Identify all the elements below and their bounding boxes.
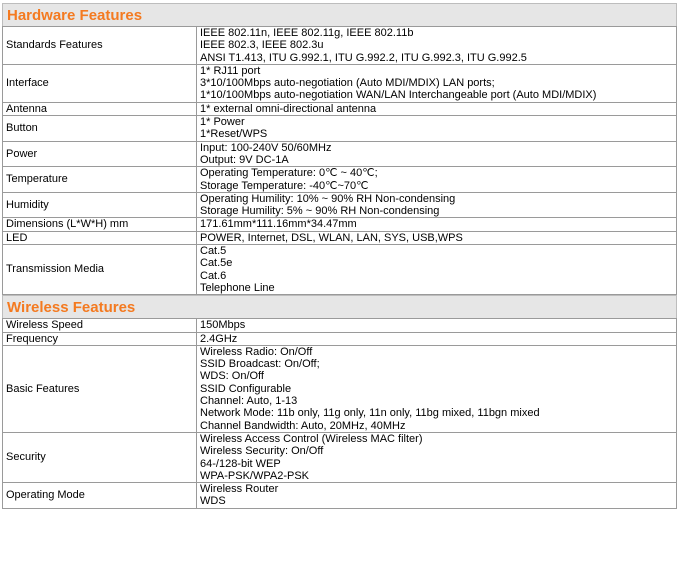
table-row <box>3 332 677 345</box>
value-line: 1*10/100Mbps auto-negotiation WAN/LAN Interchangeable port (Auto MDI/MDIX) <box>200 89 597 102</box>
row-value-cell <box>197 141 677 167</box>
table-row <box>3 231 677 244</box>
table-row <box>3 192 677 218</box>
value-line: 171.61mm*111.16mm*34.47mm <box>200 218 357 231</box>
row-label: Antenna <box>3 102 197 115</box>
section-header: Wireless Features <box>2 295 677 318</box>
value-line: Cat.5e <box>200 257 233 270</box>
row-value-cell <box>197 245 677 295</box>
value-line: Operating Humility: 10% ~ 90% RH Non-condensing <box>200 192 456 205</box>
row-label: Security <box>3 432 197 482</box>
value-line: Output: 9V DC-1A <box>200 153 289 166</box>
spec-table <box>2 318 677 508</box>
value-line: POWER, Internet, DSL, WLAN, LAN, SYS, USB,WPS <box>200 231 463 244</box>
row-value-cell <box>197 432 677 482</box>
value-line: Channel: Auto, 1-13 <box>200 395 298 408</box>
value-line: ANSI T1.413, ITU G.992.1, ITU G.992.2, ITU G.992.3, ITU G.992.5 <box>200 51 527 64</box>
table-row <box>3 116 677 142</box>
value-line: 1*Reset/WPS <box>200 128 268 141</box>
row-value-cell <box>197 319 677 332</box>
value-line: 2.4GHz <box>200 332 238 345</box>
table-row <box>3 432 677 482</box>
row-value-cell <box>197 102 677 115</box>
row-label: Basic Features <box>3 345 197 432</box>
value-line: Storage Temperature: -40℃~70℃ <box>200 179 369 192</box>
value-line: SSID Broadcast: On/Off; <box>200 358 320 371</box>
row-label: Power <box>3 141 197 167</box>
row-label: Humidity <box>3 192 197 218</box>
spec-sheet <box>2 3 677 509</box>
spec-table <box>2 26 677 295</box>
value-line: WPA-PSK/WPA2-PSK <box>200 469 310 482</box>
value-line: WDS <box>200 495 226 508</box>
row-label: Transmission Media <box>3 245 197 295</box>
section-header: Hardware Features <box>2 3 677 26</box>
value-line: SSID Configurable <box>200 382 292 395</box>
value-line: IEEE 802.3, IEEE 802.3u <box>200 39 324 52</box>
value-line: WDS: On/Off <box>200 370 264 383</box>
row-value-cell <box>197 332 677 345</box>
row-label: Button <box>3 116 197 142</box>
value-line: 150Mbps <box>200 319 246 332</box>
row-value-cell <box>197 345 677 432</box>
value-line: Network Mode: 11b only, 11g only, 11n only, 11bg mixed, 11bgn mixed <box>200 407 540 420</box>
table-row <box>3 27 677 65</box>
table-row <box>3 345 677 432</box>
value-line: Cat.6 <box>200 269 227 282</box>
table-row <box>3 483 677 509</box>
row-value-cell <box>197 27 677 65</box>
row-value-cell <box>197 192 677 218</box>
row-value-cell <box>197 64 677 102</box>
value-line: Wireless Access Control (Wireless MAC filter) <box>200 432 423 445</box>
row-label: Standards Features <box>3 27 197 65</box>
row-label: LED <box>3 231 197 244</box>
row-label: Wireless Speed <box>3 319 197 332</box>
table-row <box>3 319 677 332</box>
table-row <box>3 245 677 295</box>
value-line: IEEE 802.11n, IEEE 802.11g, IEEE 802.11b <box>200 27 414 39</box>
value-line: Wireless Router <box>200 483 279 496</box>
value-line: 64-/128-bit WEP <box>200 457 281 470</box>
value-line: Wireless Security: On/Off <box>200 445 324 458</box>
row-value-cell <box>197 231 677 244</box>
value-line: Storage Humility: 5% ~ 90% RH Non-condensing <box>200 205 440 218</box>
table-row <box>3 64 677 102</box>
row-value-cell <box>197 116 677 142</box>
table-row <box>3 218 677 231</box>
value-line: 1* RJ11 port <box>200 64 261 77</box>
row-value-cell <box>197 218 677 231</box>
value-line: 3*10/100Mbps auto-negotiation (Auto MDI/MDIX) LAN ports; <box>200 77 495 90</box>
row-label: Frequency <box>3 332 197 345</box>
row-label: Temperature <box>3 167 197 193</box>
row-label: Dimensions (L*W*H) mm <box>3 218 197 231</box>
row-label: Operating Mode <box>3 483 197 509</box>
row-value-cell <box>197 483 677 509</box>
value-line: Telephone Line <box>200 281 275 294</box>
table-row <box>3 167 677 193</box>
table-row <box>3 141 677 167</box>
value-line: Operating Temperature: 0℃ ~ 40℃; <box>200 167 378 180</box>
value-line: 1* external omni-directional antenna <box>200 102 377 115</box>
value-line: Input: 100-240V 50/60MHz <box>200 141 332 154</box>
row-label: Interface <box>3 64 197 102</box>
value-line: Wireless Radio: On/Off <box>200 345 313 358</box>
value-line: Channel Bandwidth: Auto, 20MHz, 40MHz <box>200 419 406 432</box>
value-line: 1* Power <box>200 116 245 129</box>
table-row <box>3 102 677 115</box>
value-line: Cat.5 <box>200 245 227 258</box>
row-value-cell <box>197 167 677 193</box>
